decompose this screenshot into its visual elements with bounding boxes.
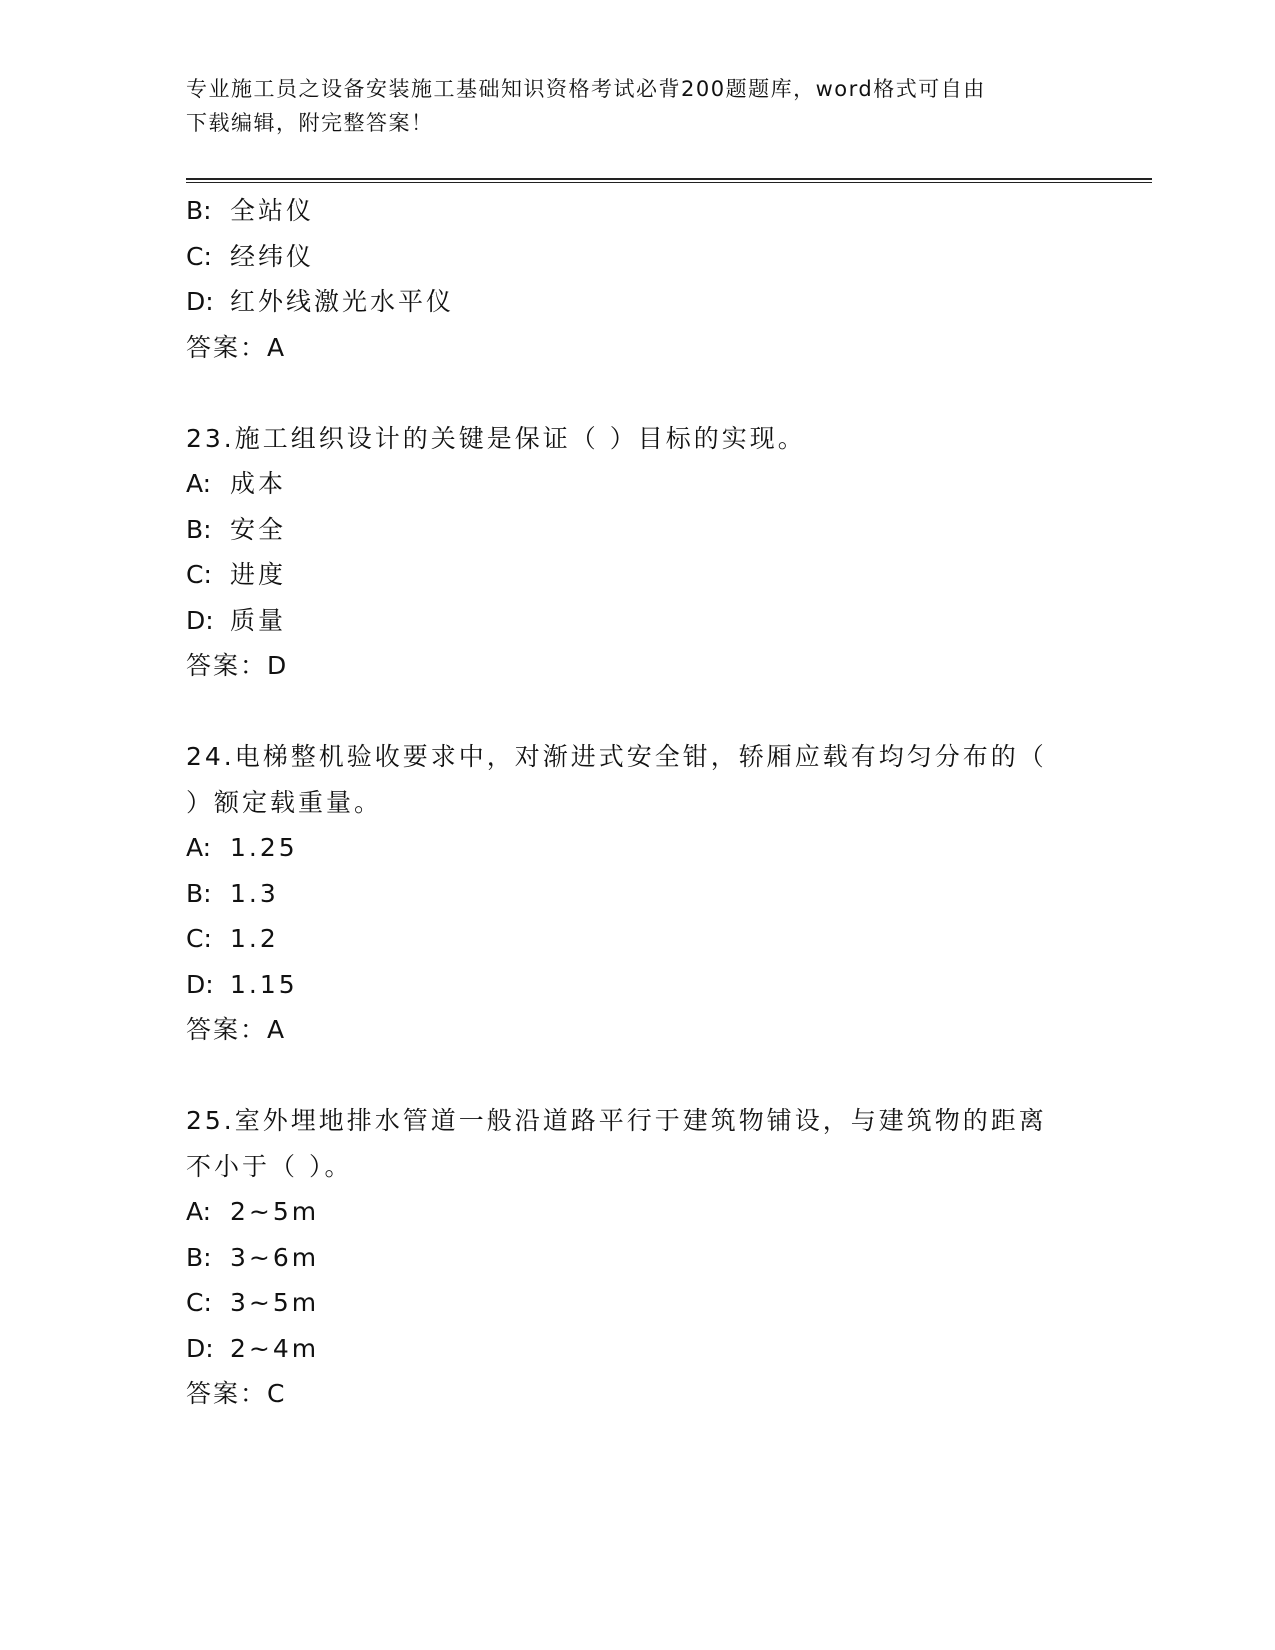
answer-line: 答案：C: [186, 1379, 287, 1408]
option-b: B: 1.3: [186, 878, 279, 908]
option-c: C: 经纬仪: [186, 241, 315, 271]
option-d: D: 红外线激光水平仪: [186, 287, 455, 316]
option-c: C: 进度: [186, 560, 287, 589]
question-stem: 25.室外埋地排水管道一般沿道路平行于建筑物铺设，与建筑物的距离: [186, 1106, 1047, 1135]
answer-line: 答案：A: [186, 332, 287, 362]
question-list: [186, 188, 1086, 1417]
question-25: [186, 1098, 1086, 1417]
header-divider: [186, 178, 1152, 183]
option-b: B: 全站仪: [186, 196, 315, 225]
option-b: B: 3~6m: [186, 1242, 320, 1272]
question-stem: 24.电梯整机验收要求中，对渐进式安全钳，轿厢应载有均匀分布的（: [186, 742, 1047, 771]
question-stem-continued: ）额定载重量。: [186, 787, 383, 817]
option-a: A: 2~5m: [186, 1197, 320, 1226]
header-line-1: 专业施工员之设备安装施工基础知识资格考试必背200题题库，word格式可自由: [186, 77, 986, 101]
option-c: C: 1.2: [186, 924, 279, 953]
question-stem: 23.施工组织设计的关键是保证（ ）目标的实现。: [186, 423, 806, 453]
header-line-2: 下载编辑，附完整答案！: [186, 111, 434, 135]
answer-line: 答案：D: [186, 651, 289, 680]
option-d: D: 1.15: [186, 969, 298, 999]
option-d: D: 2~4m: [186, 1333, 320, 1363]
question-22-continued: [186, 188, 1086, 370]
option-a: A: 成本: [186, 469, 287, 498]
question-23: [186, 416, 1086, 689]
question-24: [186, 734, 1086, 1053]
question-stem-continued: 不小于（ ）。: [186, 1151, 353, 1181]
answer-line: 答案：A: [186, 1015, 287, 1044]
option-b: B: 安全: [186, 514, 287, 544]
option-a: A: 1.25: [186, 833, 298, 862]
option-c: C: 3~5m: [186, 1288, 320, 1317]
document-header: [186, 72, 1076, 140]
option-d: D: 质量: [186, 605, 287, 635]
